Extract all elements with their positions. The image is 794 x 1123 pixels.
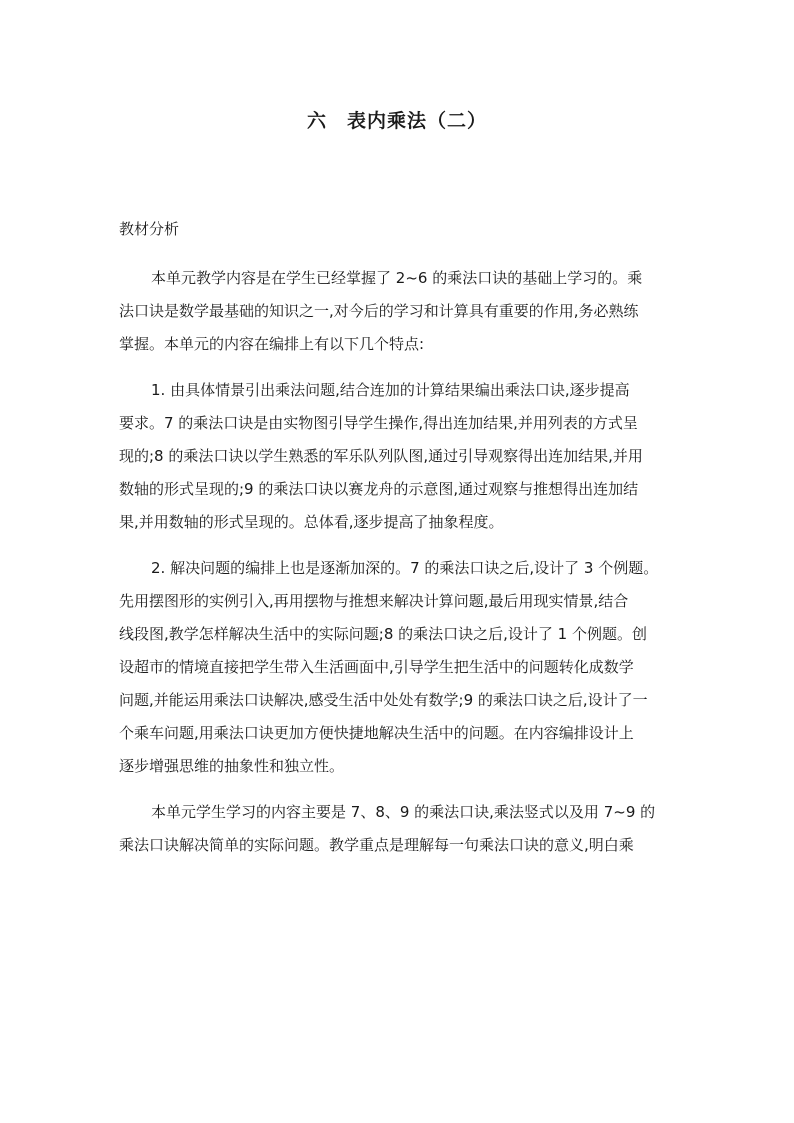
paragraph-line: 要求。7 的乘法口诀是由实物图引导学生操作,得出连加结果,并用列表的方式呈 <box>119 414 638 432</box>
paragraph-content-summary <box>119 796 685 862</box>
paragraph-line: 线段图,教学怎样解决生活中的实际问题;8 的乘法口诀之后,设计了 1 个例题。创 <box>119 625 647 643</box>
paragraph-intro <box>119 262 685 361</box>
paragraph-line: 1. 由具体情景引出乘法问题,结合连加的计算结果编出乘法口诀,逐步提高 <box>151 381 630 399</box>
paragraph-line: 问题,并能运用乘法口诀解决,感受生活中处处有数学;9 的乘法口诀之后,设计了一 <box>119 691 648 709</box>
section-heading: 教材分析 <box>119 220 180 238</box>
paragraph-line: 法口诀是数学最基础的知识之一,对今后的学习和计算具有重要的作用,务必熟练 <box>119 302 639 320</box>
paragraph-point-1 <box>119 374 685 539</box>
paragraph-line: 掌握。本单元的内容在编排上有以下几个特点: <box>119 335 425 353</box>
paragraph-line: 先用摆图形的实例引入,再用摆物与推想来解决计算问题,最后用现实情景,结合 <box>119 592 629 610</box>
paragraph-line: 逐步增强思维的抽象性和独立性。 <box>119 757 345 775</box>
paragraph-line: 本单元学生学习的内容主要是 7、8、9 的乘法口诀,乘法竖式以及用 7~9 的 <box>151 803 656 821</box>
page-title: 六 表内乘法（二） <box>306 110 487 132</box>
document-body <box>119 262 685 862</box>
paragraph-line: 本单元教学内容是在学生已经掌握了 2~6 的乘法口诀的基础上学习的。乘 <box>151 269 643 287</box>
paragraph-line: 2. 解决问题的编排上也是逐渐加深的。7 的乘法口诀之后,设计了 3 个例题。 <box>151 559 659 577</box>
paragraph-line: 数轴的形式呈现的;9 的乘法口诀以赛龙舟的示意图,通过观察与推想得出连加结 <box>119 480 639 498</box>
paragraph-point-2 <box>119 552 685 783</box>
paragraph-line: 个乘车问题,用乘法口诀更加方便快捷地解决生活中的问题。在内容编排设计上 <box>119 724 634 742</box>
paragraph-line: 乘法口诀解决简单的实际问题。教学重点是理解每一句乘法口诀的意义,明白乘 <box>119 836 634 854</box>
paragraph-line: 设超市的情境直接把学生带入生活画面中,引导学生把生活中的问题转化成数学 <box>119 658 634 676</box>
paragraph-line: 现的;8 的乘法口诀以学生熟悉的军乐队列队图,通过引导观察得出连加结果,并用 <box>119 447 643 465</box>
paragraph-line: 果,并用数轴的形式呈现的。总体看,逐步提高了抽象程度。 <box>119 513 504 531</box>
